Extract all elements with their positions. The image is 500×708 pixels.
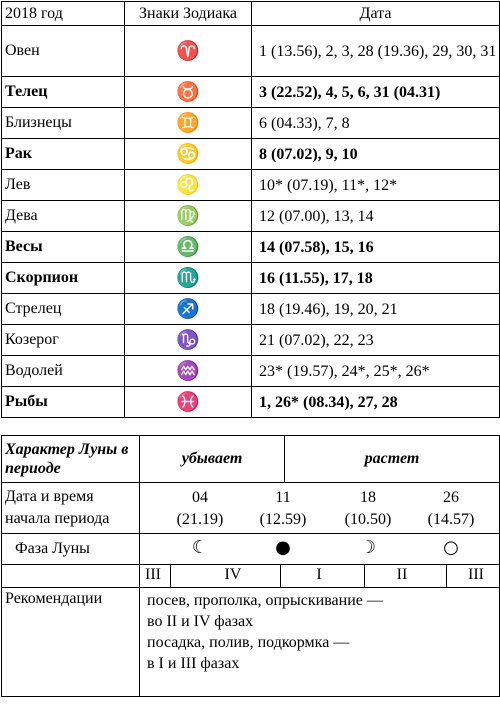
quarter-divider — [364, 565, 365, 587]
recommendations-label: Рекомендации — [2, 588, 140, 697]
libra-glyph-icon: ♎ — [125, 232, 252, 263]
capricorn-glyph-icon: ♑ — [125, 325, 252, 356]
table-row — [2, 26, 500, 77]
sign-name: Стрелец — [2, 294, 125, 325]
table-row — [2, 108, 500, 139]
cancer-glyph-icon: ♋ — [125, 139, 252, 170]
table-row — [2, 232, 500, 263]
sign-dates: 21 (07.02), 22, 23 — [252, 325, 500, 356]
recommendation-line: посадка, полив, подкормка — — [147, 634, 350, 651]
period-time: (12.59) — [259, 511, 307, 528]
table-row — [2, 77, 500, 108]
datetime-label-line2: начала периода — [5, 510, 110, 527]
period-start-row — [2, 483, 500, 534]
sign-name: Водолей — [2, 356, 125, 387]
sign-name: Дева — [2, 201, 125, 232]
recommendation-line: посев, прополка, опрыскивание — — [147, 592, 383, 609]
quarter-divider — [446, 565, 447, 587]
quarter-label: I — [316, 566, 322, 583]
gemini-glyph-icon: ♊ — [125, 108, 252, 139]
table-row — [2, 325, 500, 356]
scorpio-glyph-icon: ♏ — [125, 263, 252, 294]
period-day: 18 — [360, 489, 376, 506]
datetime-label-line1: Дата и время — [5, 488, 94, 505]
sign-name: Лев — [2, 170, 125, 201]
moon-quarters — [140, 565, 499, 587]
full-moon-icon: ○ — [443, 537, 459, 558]
table-row — [2, 170, 500, 201]
sign-name: Весы — [2, 232, 125, 263]
aquarius-glyph-icon: ♒ — [125, 356, 252, 387]
sign-name: Близнецы — [2, 108, 125, 139]
moon-phase-glyphs — [140, 534, 499, 564]
sign-dates: 23* (19.57), 24*, 25*, 26* — [252, 356, 500, 387]
period-time: (10.50) — [344, 511, 392, 528]
sign-name: Козерог — [2, 325, 125, 356]
pisces-glyph-icon: ♓ — [125, 387, 252, 418]
zodiac-calendar-table — [1, 1, 500, 418]
sign-dates: 16 (11.55), 17, 18 — [252, 263, 500, 294]
virgo-glyph-icon: ♍ — [125, 201, 252, 232]
period-day: 26 — [443, 489, 459, 506]
sign-name: Рак — [2, 139, 125, 170]
quarter-label: IV — [224, 566, 242, 583]
sagittarius-glyph-icon: ♐ — [125, 294, 252, 325]
quarters-row — [2, 565, 500, 588]
table-row — [2, 294, 500, 325]
period-time: (21.19) — [176, 511, 224, 528]
table-row — [2, 263, 500, 294]
period-time: (14.57) — [427, 511, 475, 528]
quarter-label: II — [396, 566, 408, 583]
sign-dates: 6 (04.33), 7, 8 — [252, 108, 500, 139]
period-date — [333, 487, 403, 531]
sign-name: Овен — [2, 26, 125, 77]
quarter-divider — [280, 565, 281, 587]
table-row — [2, 356, 500, 387]
new-moon-icon: ● — [275, 537, 291, 558]
sign-name: Рыбы — [2, 387, 125, 418]
quarter-label: III — [468, 566, 484, 583]
sign-dates: 14 (07.58), 15, 16 — [252, 232, 500, 263]
recommendations-text — [140, 588, 500, 697]
recommendation-line: в I и III фазах — [147, 655, 240, 672]
moon-character-label: Характер Луны в периоде — [2, 436, 140, 483]
table-header-row — [2, 2, 500, 26]
period-date — [416, 487, 486, 531]
recommendations-row — [2, 588, 500, 697]
header-signs: Знаки Зодиака — [125, 2, 252, 26]
sign-name: Скорпион — [2, 263, 125, 294]
aries-glyph-icon: ♈ — [125, 26, 252, 77]
leo-glyph-icon: ♌ — [125, 170, 252, 201]
period-date — [248, 487, 318, 531]
moon-phase-row — [2, 534, 500, 565]
waxing-label: растет — [285, 436, 500, 483]
sign-dates: 18 (19.46), 19, 20, 21 — [252, 294, 500, 325]
quarter-label: III — [145, 566, 161, 583]
last-quarter-moon-icon: ☾ — [191, 537, 209, 558]
sign-dates: 8 (07.02), 9, 10 — [252, 139, 500, 170]
taurus-glyph-icon: ♉ — [125, 77, 252, 108]
moon-character-row — [2, 436, 500, 483]
table-row — [2, 201, 500, 232]
sign-dates: 3 (22.52), 4, 5, 6, 31 (04.31) — [252, 77, 500, 108]
moon-phase-table — [1, 435, 500, 697]
waning-label: убывает — [140, 436, 285, 483]
table-row — [2, 387, 500, 418]
period-day: 11 — [275, 489, 291, 506]
period-day: 04 — [192, 489, 208, 506]
sign-dates: 12 (07.00), 13, 14 — [252, 201, 500, 232]
sign-dates: 10* (07.19), 11*, 12* — [252, 170, 500, 201]
sign-dates: 1 (13.56), 2, 3, 28 (19.36), 29, 30, 31 — [259, 42, 497, 60]
sign-dates: 1, 26* (08.34), 27, 28 — [252, 387, 500, 418]
period-date — [165, 487, 235, 531]
moon-phase-label: Фаза Луны — [2, 534, 140, 565]
header-date: Дата — [252, 2, 500, 26]
period-dates — [140, 483, 499, 533]
sign-name: Телец — [2, 77, 125, 108]
recommendation-line: во II и IV фазах — [147, 613, 254, 630]
header-year: 2018 год — [2, 2, 125, 26]
table-row — [2, 139, 500, 170]
quarter-divider — [170, 565, 171, 587]
first-quarter-moon-icon: ☽ — [359, 537, 377, 558]
